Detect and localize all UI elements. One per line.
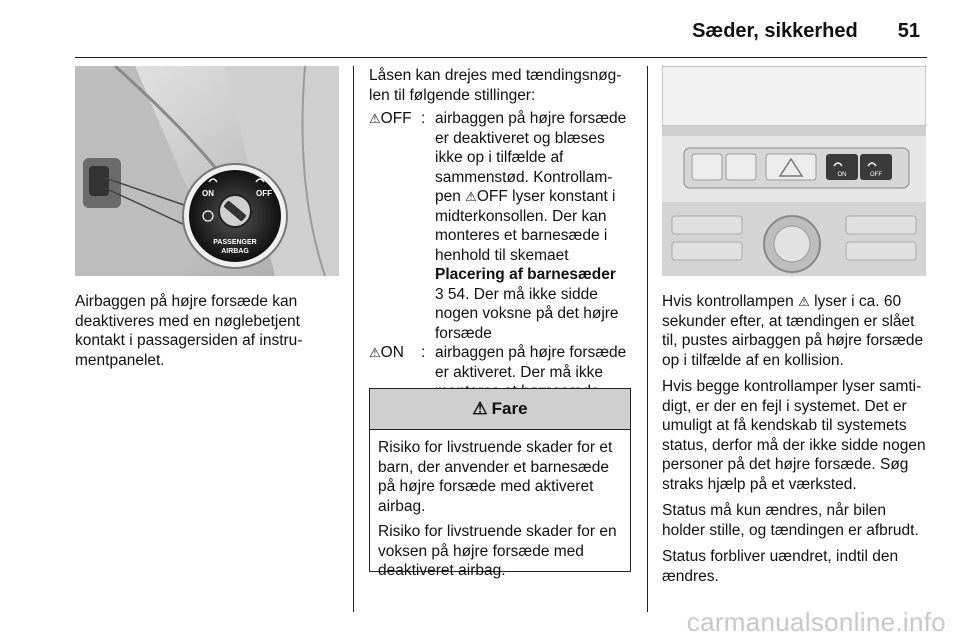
child-seat-link[interactable]: Placering af barnesæder bbox=[435, 266, 616, 283]
warning-icon: ⚠ bbox=[472, 399, 488, 418]
right-paragraph-3: Status må kun ændres, når bilen holder stille, og tændingen er afbrudt. bbox=[662, 502, 919, 539]
position-on-key: ON bbox=[380, 344, 404, 361]
warning-box bbox=[369, 388, 631, 579]
left-paragraph: Airbaggen på højre forsæde kan deaktiveres med en nøglebetjent kontakt i passagersiden af instrumentpanelet. bbox=[75, 293, 303, 369]
intro-paragraph: Låsen kan drejes med tændingsnøglen til følgende stillinger: bbox=[369, 67, 622, 104]
position-off-row bbox=[369, 109, 633, 343]
position-off-key: OFF bbox=[380, 110, 412, 127]
position-on-desc: airbaggen på højre forsæde er aktiveret. Der må ikke bbox=[435, 344, 627, 381]
dial-label-line2: AIRBAG bbox=[221, 248, 249, 255]
off-desc-part3: . Der må ikke sidde nogen voksne på det højre forsæde bbox=[435, 285, 619, 342]
column-divider-1 bbox=[353, 66, 354, 612]
right-paragraph-1 bbox=[662, 292, 928, 370]
warning-body bbox=[370, 430, 630, 581]
position-off-desc bbox=[435, 109, 633, 343]
off-desc-part2: OFF lyser konstant i midterkonsollen. Der kan monteres et barnesæde i henhold til skemaet bbox=[435, 188, 616, 264]
warning-paragraph-1: Risiko for livstruende skader for et barn, der anvender et barnesæde på højre forsæde med aktiveret airbag. bbox=[378, 439, 613, 515]
colon: : bbox=[421, 344, 426, 361]
p1-after: lyser i ca. 60 sekunder efter, at tændingen er slået til, pustes airbaggen på højre forsæde op i tilfælde af en kollision. bbox=[662, 293, 924, 369]
off-desc-part1: airbaggen på højre forsæde er deaktiveret og blæses ikke op i tilfælde af sammenstød. Kontrollampen bbox=[435, 110, 627, 205]
page-header bbox=[692, 20, 920, 43]
dial-label-line1: PASSENGER bbox=[213, 239, 257, 246]
right-paragraph-2: Hvis begge kontrollamper lyser samtidigt, er der en fejl i systemet. Det er umuligt at få kendskab til systemets status, derfor må der ikke sidde nogen personer på det højre forsæde. Søg straks hjælp på et værksted. bbox=[662, 378, 926, 493]
console-illustration bbox=[662, 66, 926, 276]
p1-before: Hvis kontrollampen bbox=[662, 293, 799, 310]
header-divider bbox=[75, 57, 927, 58]
warning-paragraph-2: Risiko for livstruende skader for en voksen på højre forsæde med deaktiveret airbag. bbox=[378, 523, 617, 579]
dial-off-label: OFF bbox=[256, 189, 272, 198]
watermark: carmanualsonline.info bbox=[686, 607, 946, 637]
column-divider-2 bbox=[647, 66, 648, 612]
dial-on-label: ON bbox=[202, 189, 214, 198]
console-off-label: OFF bbox=[870, 172, 882, 178]
colon: : bbox=[421, 110, 426, 127]
console-on-label: ON bbox=[837, 172, 847, 178]
page-number: 51 bbox=[897, 20, 920, 42]
airbag-off-icon: ⚠ bbox=[465, 189, 477, 204]
console-photo bbox=[662, 66, 926, 276]
section-title: Sæder, sikkerhed bbox=[692, 20, 858, 42]
page-reference[interactable]: 3 54 bbox=[435, 285, 466, 303]
left-column-text bbox=[75, 292, 337, 377]
airbag-on-icon: ⚠ bbox=[798, 294, 810, 309]
right-column-text bbox=[662, 292, 928, 593]
airbag-off-icon: ⚠ bbox=[369, 111, 381, 126]
key-switch-photo bbox=[75, 66, 339, 276]
airbag-on-icon: ⚠ bbox=[369, 345, 381, 360]
warning-header bbox=[370, 389, 630, 430]
key-switch-illustration bbox=[75, 66, 339, 276]
middle-column bbox=[369, 66, 633, 402]
warning-title: Fare bbox=[491, 399, 528, 418]
right-paragraph-4: Status forbliver uændret, indtil den ændres. bbox=[662, 548, 899, 585]
